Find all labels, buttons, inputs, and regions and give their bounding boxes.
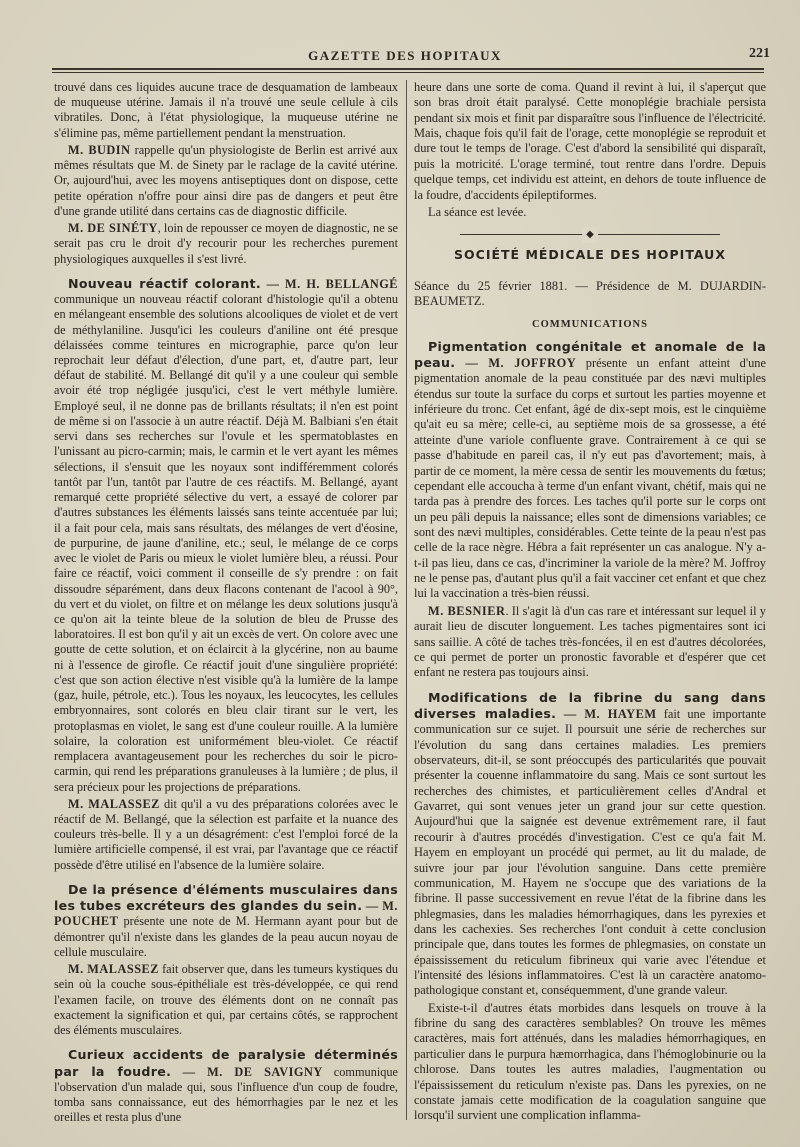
section-heading: Pigmentation congénitale et anomale de la peau.: [414, 338, 766, 371]
speaker-name: — M. DE SAVIGNY: [171, 1064, 323, 1079]
section-gap: [54, 875, 398, 882]
speaker-name: M. MALASSEZ: [68, 796, 160, 811]
session-line: Séance du 25 février 1881. — Présidence de M. DUJARDIN-BEAUMETZ.: [414, 278, 766, 308]
paragraph-text: . Il s'agit là d'un cas rare et intéressant sur lequel il y aurait lieu de discuter longuement. Les taches pigmentaires sont ici sans saillie. A côté de taches très-foncées, il en est d'autres décolorées, ce qui permet de porter un pronostic favorable et d'espérer que cet enfant ne restera pas toujours ainsi.: [414, 603, 767, 680]
page-header: [40, 44, 770, 68]
paragraph-text: rappelle qu'un physiologiste de Berlin est arrivé aux mêmes résultats que M. de Sinety par le raclage de la cavité utérine. Or, aujourd'hui, avec les moyens antiseptiques dont on dispose, cette petite opération n'offre pour ainsi dire pas de dangers et peut être d'une grande utilité dans certains cas de diagnostic difficile.: [54, 142, 398, 218]
paragraph-text: fait une importante communication sur ce sujet. Il poursuit une série de recherches sur l'évolution du sang dans certaines maladies. Les premiers observateurs, dit-il, se sont préoccupés des particularités que pouvait présenter la couenne inflammatoire du sang. Mais ce sont surtout les recherches des chimistes, et particulièrement celles d'Andral et Gavarret, qui sont venues jeter un grand jour sur cette question. Aujourd'hui que la saignée est devenue extrêmement rare, il faut recourir à d'autres procédés d'investigation. C'est ce qu'a fait M. Hayem en employant un procédé qui permet, au lit du malade, de suivre jour par jour l'évolution sanguine. Dans cette première communication, M. Hayem ne s'occupe que des variations de la fibrine. Il passe successivement en revue l'état de la fibrine dans les phlegmasies, dans les maladies hémorrhagiques, dans les pyrexies et dans les cachexies. Ses recherches l'ont conduit à cette conclusion principale que, dans toutes les formes de phlegmasies, on constate un épaississement du reticulum fibrineux qui varie avec l'étendue et l'intensité des lésions inflammatoires. C'est là un caractère anatomo-pathologique constant et, conséquemment, d'une grande valeur.: [414, 706, 766, 998]
paragraph-text: dit qu'il a vu des préparations colorées avec le réactif de M. Bellangé, que la sélection est parfaite et la nuance des couleurs très-belle. Il y a un désagrément: c'est l'emploi forcé de la lumière artificielle compensé, il est vrai, par l'avantage que ce réactif possède d'être utilisé en l'absence de la lumière solaire.: [54, 796, 398, 872]
header-rule-thin: [52, 72, 764, 73]
journal-title: GAZETTE DES HOPITAUX: [308, 48, 502, 63]
paragraph-text: heure dans une sorte de coma. Quand il revint à lui, il s'aperçut que son bras droit était paralysé. Cette monoplégie brachiale persista pendant six mois et finit par disparaître sous l'influence de l'électricité. Mais, chaque fois qu'il fait de l'orage, cette monoplégie se reproduit et dure tout le temps de l'orage. C'est d'abord la sensibilité qui disparaît, puis la motricité. L'orage terminé, tout rentre dans l'ordre. Depuis quelque temps, cet individu est atteint, en dehors de toute influence de la foudre, d'accidents épileptiformes.: [414, 80, 766, 202]
paragraph: [54, 221, 398, 267]
speaker-name: — M. JOFFROY: [455, 356, 577, 371]
header-rule: [52, 68, 764, 70]
speaker-name: M. DE SINÉTY: [68, 221, 158, 236]
speaker-name: M. MALASSEZ: [68, 962, 159, 977]
paragraph: [414, 604, 766, 681]
section-gap: [54, 269, 398, 276]
ornament-icon: ◆: [582, 227, 598, 242]
section-gap: [54, 1040, 398, 1047]
page-number: 221: [749, 46, 770, 61]
paragraph-text: Existe-t-il d'autres états morbides dans lesquels on trouve à la fibrine du sang des caractères semblables? On trouve les mêmes caractères, mais fort atténués, dans les maladies hémorrhagiques, en particulier dans le purpura hæmorrhagica, dans l'hémoglobinurie ou la chlorose. Dans toutes les autres maladies, l'augmentation ou l'épaississement du reticulum n'existe pas. Dans les pyrexies, on ne constate jamais cette modification de la coagulation sanguine que lorsqu'il survient une complication inflamma-: [414, 1000, 766, 1123]
section-heading: Curieux accidents de paralysie déterminés par la foudre.: [54, 1047, 398, 1079]
section-heading: Nouveau réactif colorant.: [68, 275, 261, 291]
paragraph: [414, 339, 766, 602]
paragraph-text: présente une note de M. Hermann ayant pour but de démontrer qu'il n'existe dans les glandes de la peau aucun noyau de cellule musculaire.: [54, 914, 398, 959]
paragraph-text: , loin de repousser ce moyen de diagnostic, ne se serait pas cru le droit d'y recourir pour les recherches purement physiologiques auxquelles il s'est livré.: [54, 221, 399, 266]
section-heading: De la présence d'éléments musculaires dans les tubes excréteurs des glandes du sein.: [54, 881, 398, 914]
paragraph-text: présente un enfant atteint d'une pigmentation anomale de la peau constituée par des nævi multiples étendus sur toute la surface du corps et surtout les parties moyenne et inférieure du tronc. Cet enfant, âgé de dix-sept mois, est le cinquième qu'ait eu sa mère; celle-ci, au septième mois de sa grossesse, a été atteinte d'une variole confluente grave. Contrairement à ce qui se passe d'habitude en pareil cas, il n'y eut pas d'avortement; mais, à partir de ce moment, la mère cessa de sentir les mouvements du fœtus; cependant elle accoucha à terme d'un enfant vivant, chétif, mais qui ne tarda pas à prendre des forces. Les taches qu'il porte sur le corps ont un peu pâli depuis la naissance; elles sont de dimensions variables; ce sont des nævi multiples, considérables. Cette teinte de la peau n'est pas celle de la race nègre. Hébra a fait représenter un cas analogue. N'y a-t-il pas lieu, dans ce cas, d'incriminer la variole de la mère? M. Joffroy ne le pense pas, d'autant plus qu'il a fait vacciner cet enfant et que chez lui la vaccination a très-bien réussi.: [414, 356, 766, 601]
speaker-name: — M. H. BELLANGÉ: [260, 276, 398, 291]
paragraph: [54, 143, 398, 219]
speaker-name: M. BESNIER: [428, 603, 506, 618]
paragraph-text: communique un nouveau réactif colorant d'histologie qu'il a obtenu en mélangeant ensemble des solutions alcooliques de violet et de vert de méthylaniline. Jusqu'ici les couleurs d'aniline ont été presque délaissées comme teintures en micrographie, parce qu'on leur reprochait leur défaut d'élection, d'une part, et, d'autre part, leur défaut de stabilité. M. Bellangé dit qu'il y a une couleur qui semble avoir été trop négligée jusqu'ici, c'est le vert méthyle lumière. Employé seul, il ne donne pas de brillants résultats; il n'en est point de même si on l'associe à un autre réactif. Déjà M. Balbiani s'en était servi dans ses recherches sur l'ovule et les spermatoblastes en l'unissant au picro-carmin; mais, le carmin et le vert ayant les mêmes sélections, il s'ensuit que les noyaux sont indifféremment colorés tantôt par l'un, tantôt par l'autre de ces réactifs. M. Bellangé, ayant remarqué cette propriété sélective du vert, a essayé de colorer par d'autres substances les éléments laissés sans teinte accentuée par lui; il a fait pour cela, mais sans résultats, des mélanges de vert d'éosine, de purpurine, de jaune d'aniline, etc.; seul, le mélange de ce corps avec le violet de Paris ou mieux le violet lumière bleu, a réussi. Pour faire ce réactif, voici comment il conseille de s'y prendre : on fait dissoudre séparément, dans deux flacons contenant de l'acool à 90°, du vert et du violet, on filtre et on mélange les deux solutions jusqu'à ce qu'on ait la teinte bleue de la solution de bleu de Prusse des laboratoires. Il est bon qu'il y ait un excès de vert. On colore avec une goutte de cette solution, et on éclaircit à la glycérine, non au baume ni à l'essence de girofle. Ce réactif jouit d'une singulière propriété: c'est que son action élective n'est visible qu'à la lumière de la lampe (gaz, huile, pétrole, etc.). Tous les noyaux, les leucocytes, les cellules embryonnaires, sont colorés en bleu clair tirant sur le vert, les protoplasmas en violet, le sang est d'une couleur rouille. A la lumière solaire, la coloration est uniformément bleu-violet. Ce réactif remplacera avantageusement pour les recherches du soir le picro-carmin, qui rend les préparations granuleuses à la lumière ; de plus, il sera précieux pour les projections de préparations.: [54, 292, 398, 794]
communications-heading: COMMUNICATIONS: [532, 319, 648, 331]
society-heading: SOCIÉTÉ MÉDICALE DES HOPITAUX: [454, 247, 726, 263]
speaker-name: — M. POUCHET: [54, 899, 398, 929]
paragraph: [54, 962, 398, 1038]
paragraph-text: fait observer que, dans les tumeurs kystiques du sein où la couche sous-épithéliale est très-développée, ce qui rend l'examen facile, on trouve des éléments dont on ne connaît pas exactement la signification et qui, par certains côtés, se rapprochent des éléments musculaires.: [54, 962, 399, 1038]
paragraph: [54, 276, 398, 795]
right-column: [414, 80, 766, 1126]
column-divider: [406, 80, 407, 1120]
section-gap: [414, 683, 766, 690]
left-column: [54, 80, 398, 1127]
paragraph: [54, 80, 398, 141]
paragraph: [54, 882, 398, 960]
ornament-rule: [460, 230, 720, 239]
paragraph: [54, 1047, 398, 1125]
speaker-name: M. BUDIN: [68, 142, 131, 157]
paragraph-text: La séance est levée.: [428, 204, 527, 219]
paragraph: [414, 690, 766, 999]
speaker-name: — M. HAYEM: [556, 706, 657, 721]
paragraph: [54, 797, 398, 873]
paragraph: [414, 1001, 766, 1124]
paragraph: [414, 205, 766, 220]
section-heading: Modifications de la fibrine du sang dans diverses maladies.: [414, 689, 766, 721]
paragraph-text: communique l'observation d'un malade qui, sous l'influence d'un coup de foudre, tomba sans connaissance, eut des hémorrhagies par le nez et les oreilles et resta plus d'une: [54, 1064, 399, 1125]
paragraph: [414, 80, 766, 203]
paragraph-text: trouvé dans ces liquides aucune trace de desquamation de lambeaux de muqueuse utérine. Jamais il n'a trouvé une seule cellule à cils vibratiles. Donc, à l'état physiologique, la muqueuse utérine ne s'élimine pas, même partiellement pendant la menstruation.: [54, 80, 398, 140]
